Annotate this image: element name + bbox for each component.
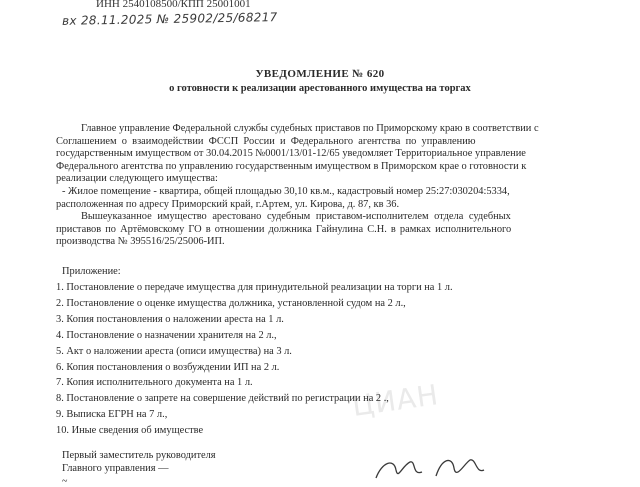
signatory-block [62,449,216,475]
appendix-title: Приложение: [62,266,121,277]
appendix-item: 6. Копия постановления о возбуждении ИП на 2 л. [56,361,280,373]
appendix-item: 8. Постановление о запрете на совершение действий по регистрации на 2 ., [56,393,389,405]
body-line: - Жилое помещение - квартира, общей площадью 30,10 кв.м., кадастровый номер 25:27:030204:5334, [62,185,510,197]
body-line: приставов по Артёмовскому ГО в отношении должника Гайнулина С.Н. в рамках исполнительного [56,223,512,235]
appendix-list [56,280,453,439]
appendix-item: 2. Постановление о оценке имущества должника, установленной судом на 2 л., [56,297,406,309]
cut-off-text: ~ [62,476,68,487]
appendix-item: 9. Выписка ЕГРН на 7 л., [56,409,168,421]
appendix-item: 3. Копия постановления о наложении ареста на 1 л. [56,313,284,325]
body-line: реализации следующего имущества: [56,173,218,185]
handwritten-signature [372,452,502,482]
appendix-item: 10. Иные сведения об имуществе [56,425,204,437]
notice-title: УВЕДОМЛЕНИЕ № 620 [255,68,385,80]
appendix-item: 5. Акт о наложении ареста (описи имущества) на 3 л. [56,345,292,357]
appendix-item: 7. Копия исполнительного документа на 1 л. [56,377,253,389]
body-line: расположенная по адресу Приморский край, г.Артем, ул. Кирова, д. 87, кв 36. [56,198,400,210]
notice-body [56,123,606,249]
body-line: Вышеуказанное имущество арестовано судебным приставом-исполнителем отдела судебных [81,211,511,223]
body-line: государственным имуществом от 30.04.2015 №0001/13/01-12/65 уведомляет Территориальное управление [56,148,526,160]
appendix-item: 4. Постановление о назначении хранителя на 2 л., [56,329,277,341]
body-line: Соглашением о взаимодействии ФССП России и Федерального агентства по управлению [56,135,476,147]
body-line: Федерального агентства по управлению государственным имуществом в Приморском крае о готовности к [56,160,527,172]
inn-kpp: ИНН 2540108500/КПП 25001001 [96,0,251,10]
signatory-department: Главного управления — [62,463,169,474]
signatory-title: Первый заместитель руководителя [62,450,216,461]
watermark: ЦИАН [350,378,441,423]
incoming-reference-handwritten: вх 28.11.2025 № 25902/25/68217 [61,10,278,28]
body-line: производства № 395516/25/25006-ИП. [56,236,225,248]
notice-subtitle: о готовности к реализации арестованного имущества на торгах [169,83,471,94]
appendix-item: 1. Постановление о передаче имущества для принудительной реализации на торги на 1 л. [56,282,453,293]
body-line: Главное управление Федеральной службы судебных приставов по Приморскому краю в соответствии с [81,123,539,134]
